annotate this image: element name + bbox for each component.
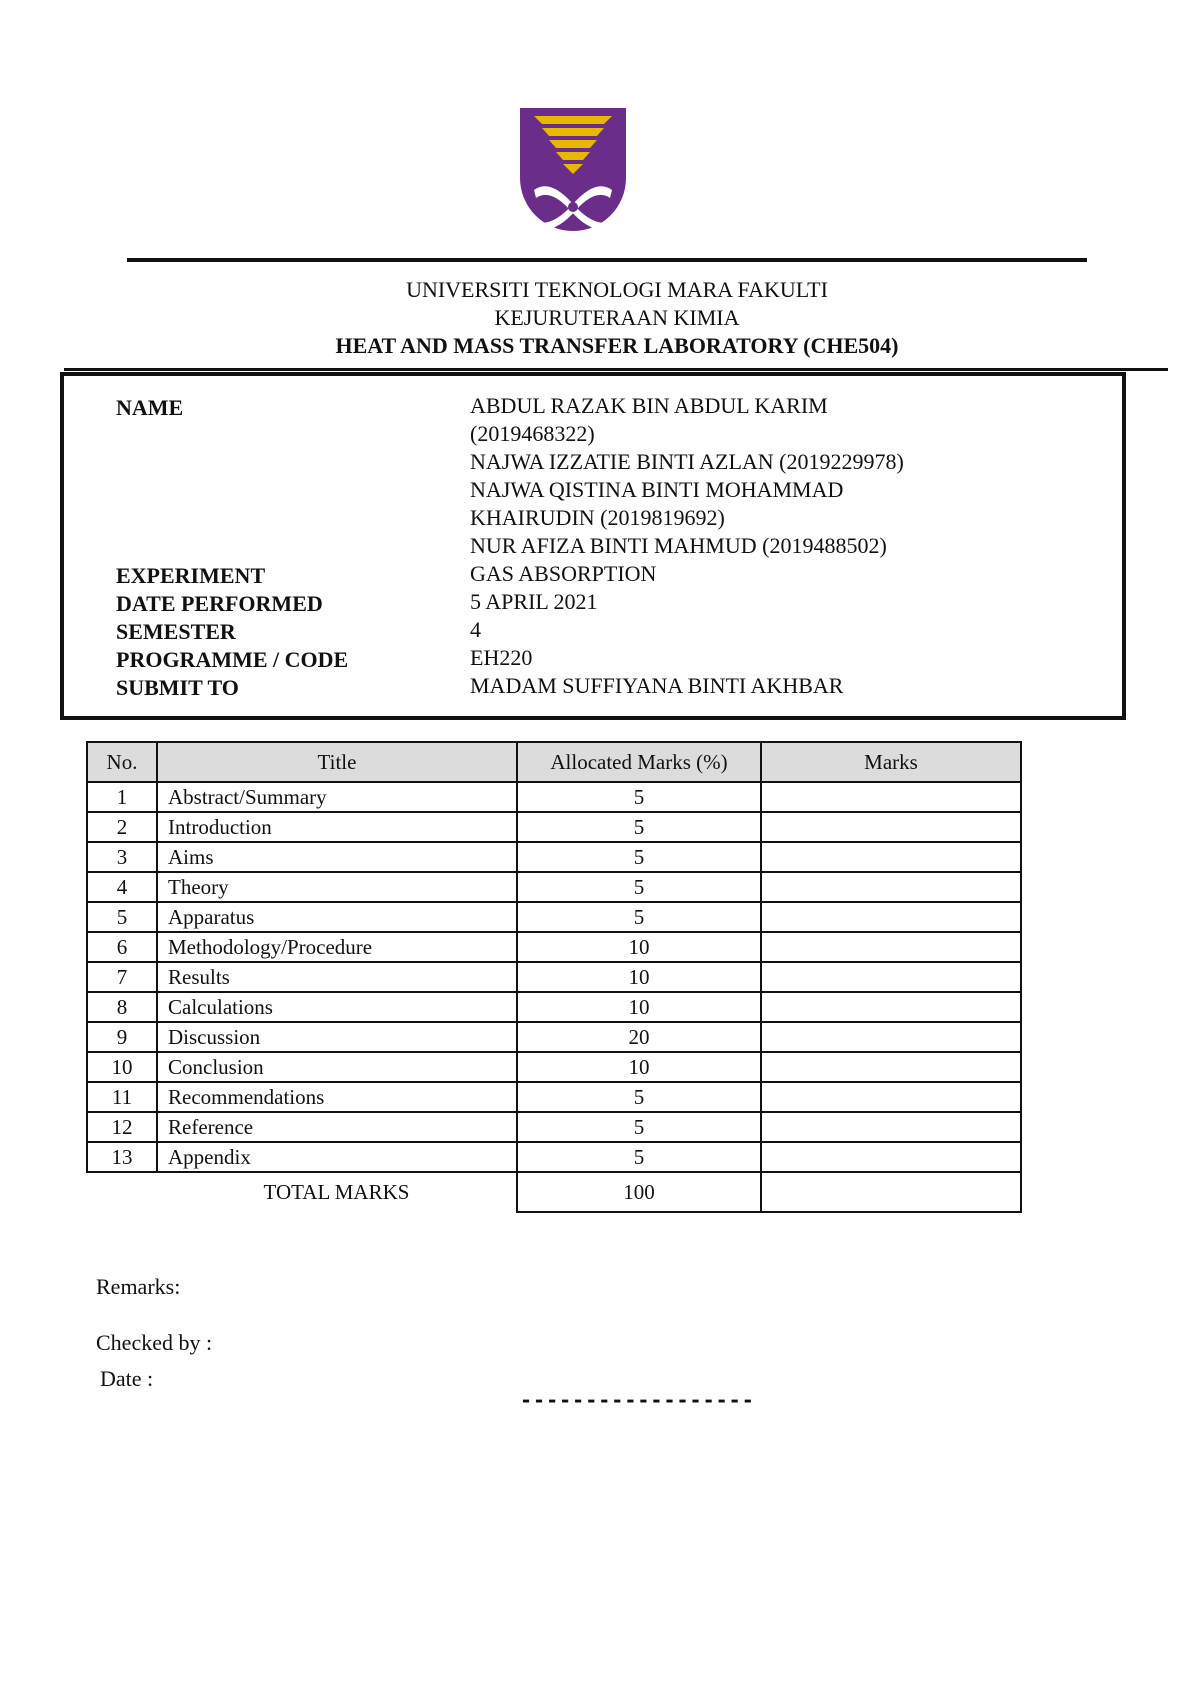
programme-value: EH220 — [470, 645, 533, 670]
row-allocated: 5 — [517, 1082, 761, 1112]
row-marks — [761, 842, 1021, 872]
name-line: NUR AFIZA BINTI MAHMUD (2019488502) — [470, 533, 887, 558]
row-title: Conclusion — [157, 1052, 517, 1082]
row-allocated: 10 — [517, 1052, 761, 1082]
table-row — [87, 842, 1021, 872]
row-no: 13 — [87, 1142, 157, 1172]
table-row — [87, 1082, 1021, 1112]
row-title: Aims — [157, 842, 517, 872]
row-no: 2 — [87, 812, 157, 842]
row-allocated: 10 — [517, 932, 761, 962]
row-title: Results — [157, 962, 517, 992]
table-row — [87, 782, 1021, 812]
row-title: Appendix — [157, 1142, 517, 1172]
table-row — [87, 962, 1021, 992]
table-row — [87, 812, 1021, 842]
row-marks — [761, 872, 1021, 902]
row-no: 4 — [87, 872, 157, 902]
row-allocated: 5 — [517, 812, 761, 842]
signature-line: ------------------ — [520, 1388, 755, 1412]
row-allocated: 5 — [517, 872, 761, 902]
submit-value: MADAM SUFFIYANA BINTI AKHBAR — [470, 673, 844, 698]
row-title: Apparatus — [157, 902, 517, 932]
university-name: UNIVERSITI TEKNOLOGI MARA FAKULTI — [406, 277, 828, 302]
row-marks — [761, 782, 1021, 812]
row-title: Methodology/Procedure — [157, 932, 517, 962]
name-line: ABDUL RAZAK BIN ABDUL KARIM — [470, 393, 828, 418]
row-marks — [761, 1142, 1021, 1172]
semester-label: SEMESTER — [116, 619, 236, 644]
row-title: Calculations — [157, 992, 517, 1022]
table-row — [87, 872, 1021, 902]
lab-course-title: HEAT AND MASS TRANSFER LABORATORY (CHE504) — [335, 333, 899, 358]
row-allocated: 5 — [517, 782, 761, 812]
row-marks — [761, 1022, 1021, 1052]
header-top-rule — [127, 258, 1087, 262]
row-no: 7 — [87, 962, 157, 992]
row-marks — [761, 902, 1021, 932]
row-allocated: 20 — [517, 1022, 761, 1052]
header-bottom-rule — [64, 368, 1168, 371]
student-names — [470, 392, 904, 560]
header-no: No. — [87, 742, 157, 782]
name-line: KHAIRUDIN (2019819692) — [470, 505, 725, 530]
row-allocated: 5 — [517, 842, 761, 872]
row-title: Theory — [157, 872, 517, 902]
total-allocated: 100 — [517, 1172, 761, 1212]
row-marks — [761, 1112, 1021, 1142]
row-title: Abstract/Summary — [157, 782, 517, 812]
header-marks: Marks — [761, 742, 1021, 782]
row-no: 9 — [87, 1022, 157, 1052]
checked-by-label: Checked by : — [96, 1330, 213, 1355]
header-allocated: Allocated Marks (%) — [517, 742, 761, 782]
row-no: 11 — [87, 1082, 157, 1112]
submission-info-box — [60, 372, 1126, 720]
name-line: NAJWA QISTINA BINTI MOHAMMAD — [470, 477, 844, 502]
table-row — [87, 1052, 1021, 1082]
row-no: 3 — [87, 842, 157, 872]
remarks-label: Remarks: — [96, 1274, 181, 1299]
semester-value: 4 — [470, 617, 481, 642]
name-line: NAJWA IZZATIE BINTI AZLAN (2019229978) — [470, 449, 904, 474]
row-allocated: 5 — [517, 1112, 761, 1142]
total-marks-label: TOTAL MARKS — [157, 1172, 517, 1212]
row-allocated: 10 — [517, 992, 761, 1022]
row-marks — [761, 1082, 1021, 1112]
document-header — [0, 276, 1200, 360]
table-header-row — [87, 742, 1021, 782]
submit-label: SUBMIT TO — [116, 675, 239, 700]
date-value: 5 APRIL 2021 — [470, 589, 598, 614]
row-marks — [761, 812, 1021, 842]
header-title: Title — [157, 742, 517, 782]
date-label-footer: Date : — [100, 1366, 154, 1391]
name-line: (2019468322) — [470, 421, 595, 446]
faculty-name: KEJURUTERAAN KIMIA — [494, 305, 740, 330]
row-marks — [761, 962, 1021, 992]
table-row — [87, 902, 1021, 932]
row-title: Reference — [157, 1112, 517, 1142]
name-label: NAME — [116, 395, 184, 420]
row-allocated: 5 — [517, 1142, 761, 1172]
table-row — [87, 1022, 1021, 1052]
table-row — [87, 1112, 1021, 1142]
programme-label: PROGRAMME / CODE — [116, 647, 349, 672]
row-no: 6 — [87, 932, 157, 962]
row-no: 10 — [87, 1052, 157, 1082]
row-no: 1 — [87, 782, 157, 812]
row-no: 8 — [87, 992, 157, 1022]
row-marks — [761, 992, 1021, 1022]
table-row — [87, 992, 1021, 1022]
row-title: Discussion — [157, 1022, 517, 1052]
row-allocated: 5 — [517, 902, 761, 932]
date-label: DATE PERFORMED — [116, 591, 323, 616]
experiment-label: EXPERIMENT — [116, 563, 266, 588]
table-row — [87, 932, 1021, 962]
university-crest-logo — [520, 108, 626, 240]
row-marks — [761, 1052, 1021, 1082]
marks-table — [86, 741, 1022, 1213]
table-row — [87, 1142, 1021, 1172]
row-title: Introduction — [157, 812, 517, 842]
row-no: 5 — [87, 902, 157, 932]
row-allocated: 10 — [517, 962, 761, 992]
total-marks-cell — [761, 1172, 1021, 1212]
row-no: 12 — [87, 1112, 157, 1142]
row-marks — [761, 932, 1021, 962]
total-row — [87, 1172, 1021, 1212]
row-title: Recommendations — [157, 1082, 517, 1112]
experiment-value: GAS ABSORPTION — [470, 561, 657, 586]
